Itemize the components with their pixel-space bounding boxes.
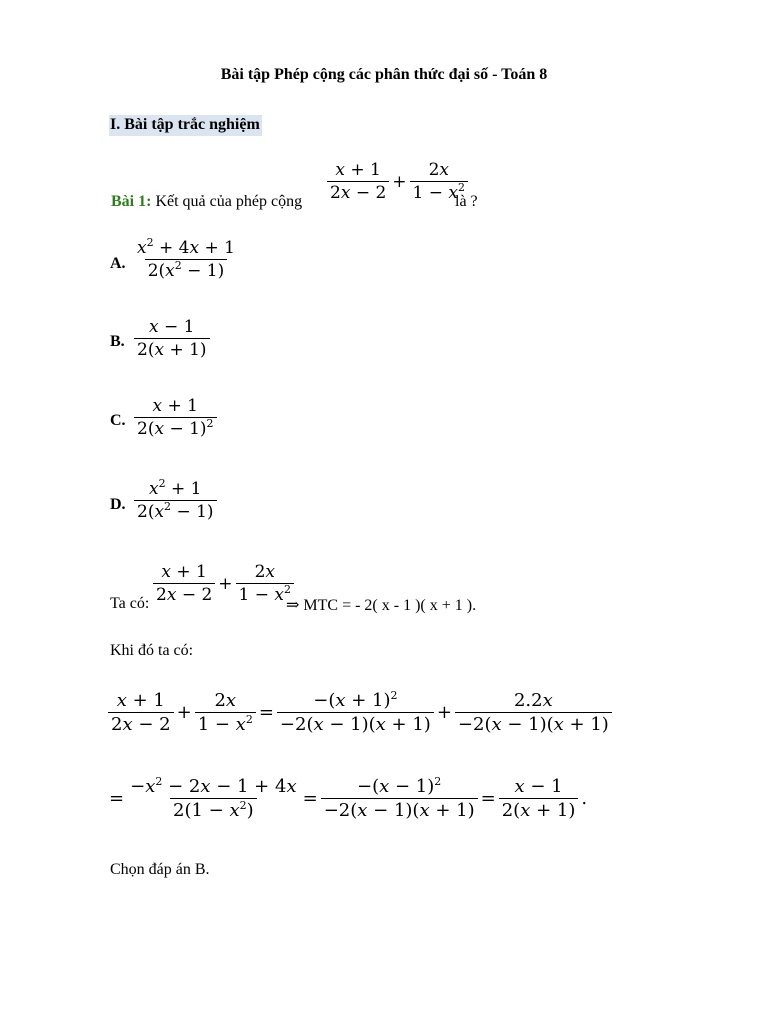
option-c-expression: $\frac{x + 1}{2(x - 1)^2}$ — [134, 396, 217, 439]
option-d-expression: $\frac{x^2 + 1}{2(x^2 - 1)}$ — [134, 479, 217, 522]
option-d-label: D. — [110, 496, 126, 513]
solution-intro: Ta có: — [110, 595, 150, 612]
question-1-text — [111, 193, 302, 211]
option-b-expression: $\frac{x - 1}{2(x + 1)}$ — [134, 317, 210, 360]
mtc-text: ⇒ MTC = - 2( x - 1 )( x + 1 ). — [286, 597, 477, 614]
page-title: Bài tập Phép cộng các phân thức đại số - Toán 8 — [220, 66, 548, 83]
solution-then: Khi đó ta có: — [110, 642, 194, 659]
solution-expression: $\frac{x + 1}{2x - 2}$ + $\frac{2x}{1 - x^2}$ — [153, 562, 294, 605]
option-c-label: C. — [110, 412, 126, 429]
option-b-label: B. — [110, 333, 125, 350]
equation-line-1: $\frac{x + 1}{2x - 2}$ + $\frac{2x}{1 - x^2}$ = $\frac{-(x + 1)^2}{-2(x - 1)(x + 1)}$ + $\frac{2.2x}{-2(x - 1)(x + 1)}$ — [108, 690, 612, 735]
option-a-label: A. — [110, 255, 126, 272]
option-a-expression: $\frac{x^2 + 4x + 1}{2(x^2 - 1)}$ — [137, 236, 235, 281]
question-expression: $\frac{x + 1}{2x - 2}$ + $\frac{2x}{1 - x^2}$ — [327, 160, 468, 203]
question-suffix: là ? — [455, 193, 478, 210]
question-prompt: Kết quả của phép cộng — [155, 193, 303, 210]
equation-line-2: = $\frac{-x^2 - 2x - 1 + 4x}{2(1 - x^2)}$ = $\frac{-(x - 1)^2}{-2(x - 1)(x + 1)}$ = $\frac{x - 1}{2(x + 1)}$ . — [109, 775, 588, 821]
section-heading: I. Bài tập trắc nghiệm — [109, 115, 262, 136]
question-label: Bài 1: — [111, 193, 152, 210]
answer-text: Chọn đáp án B. — [110, 861, 210, 878]
